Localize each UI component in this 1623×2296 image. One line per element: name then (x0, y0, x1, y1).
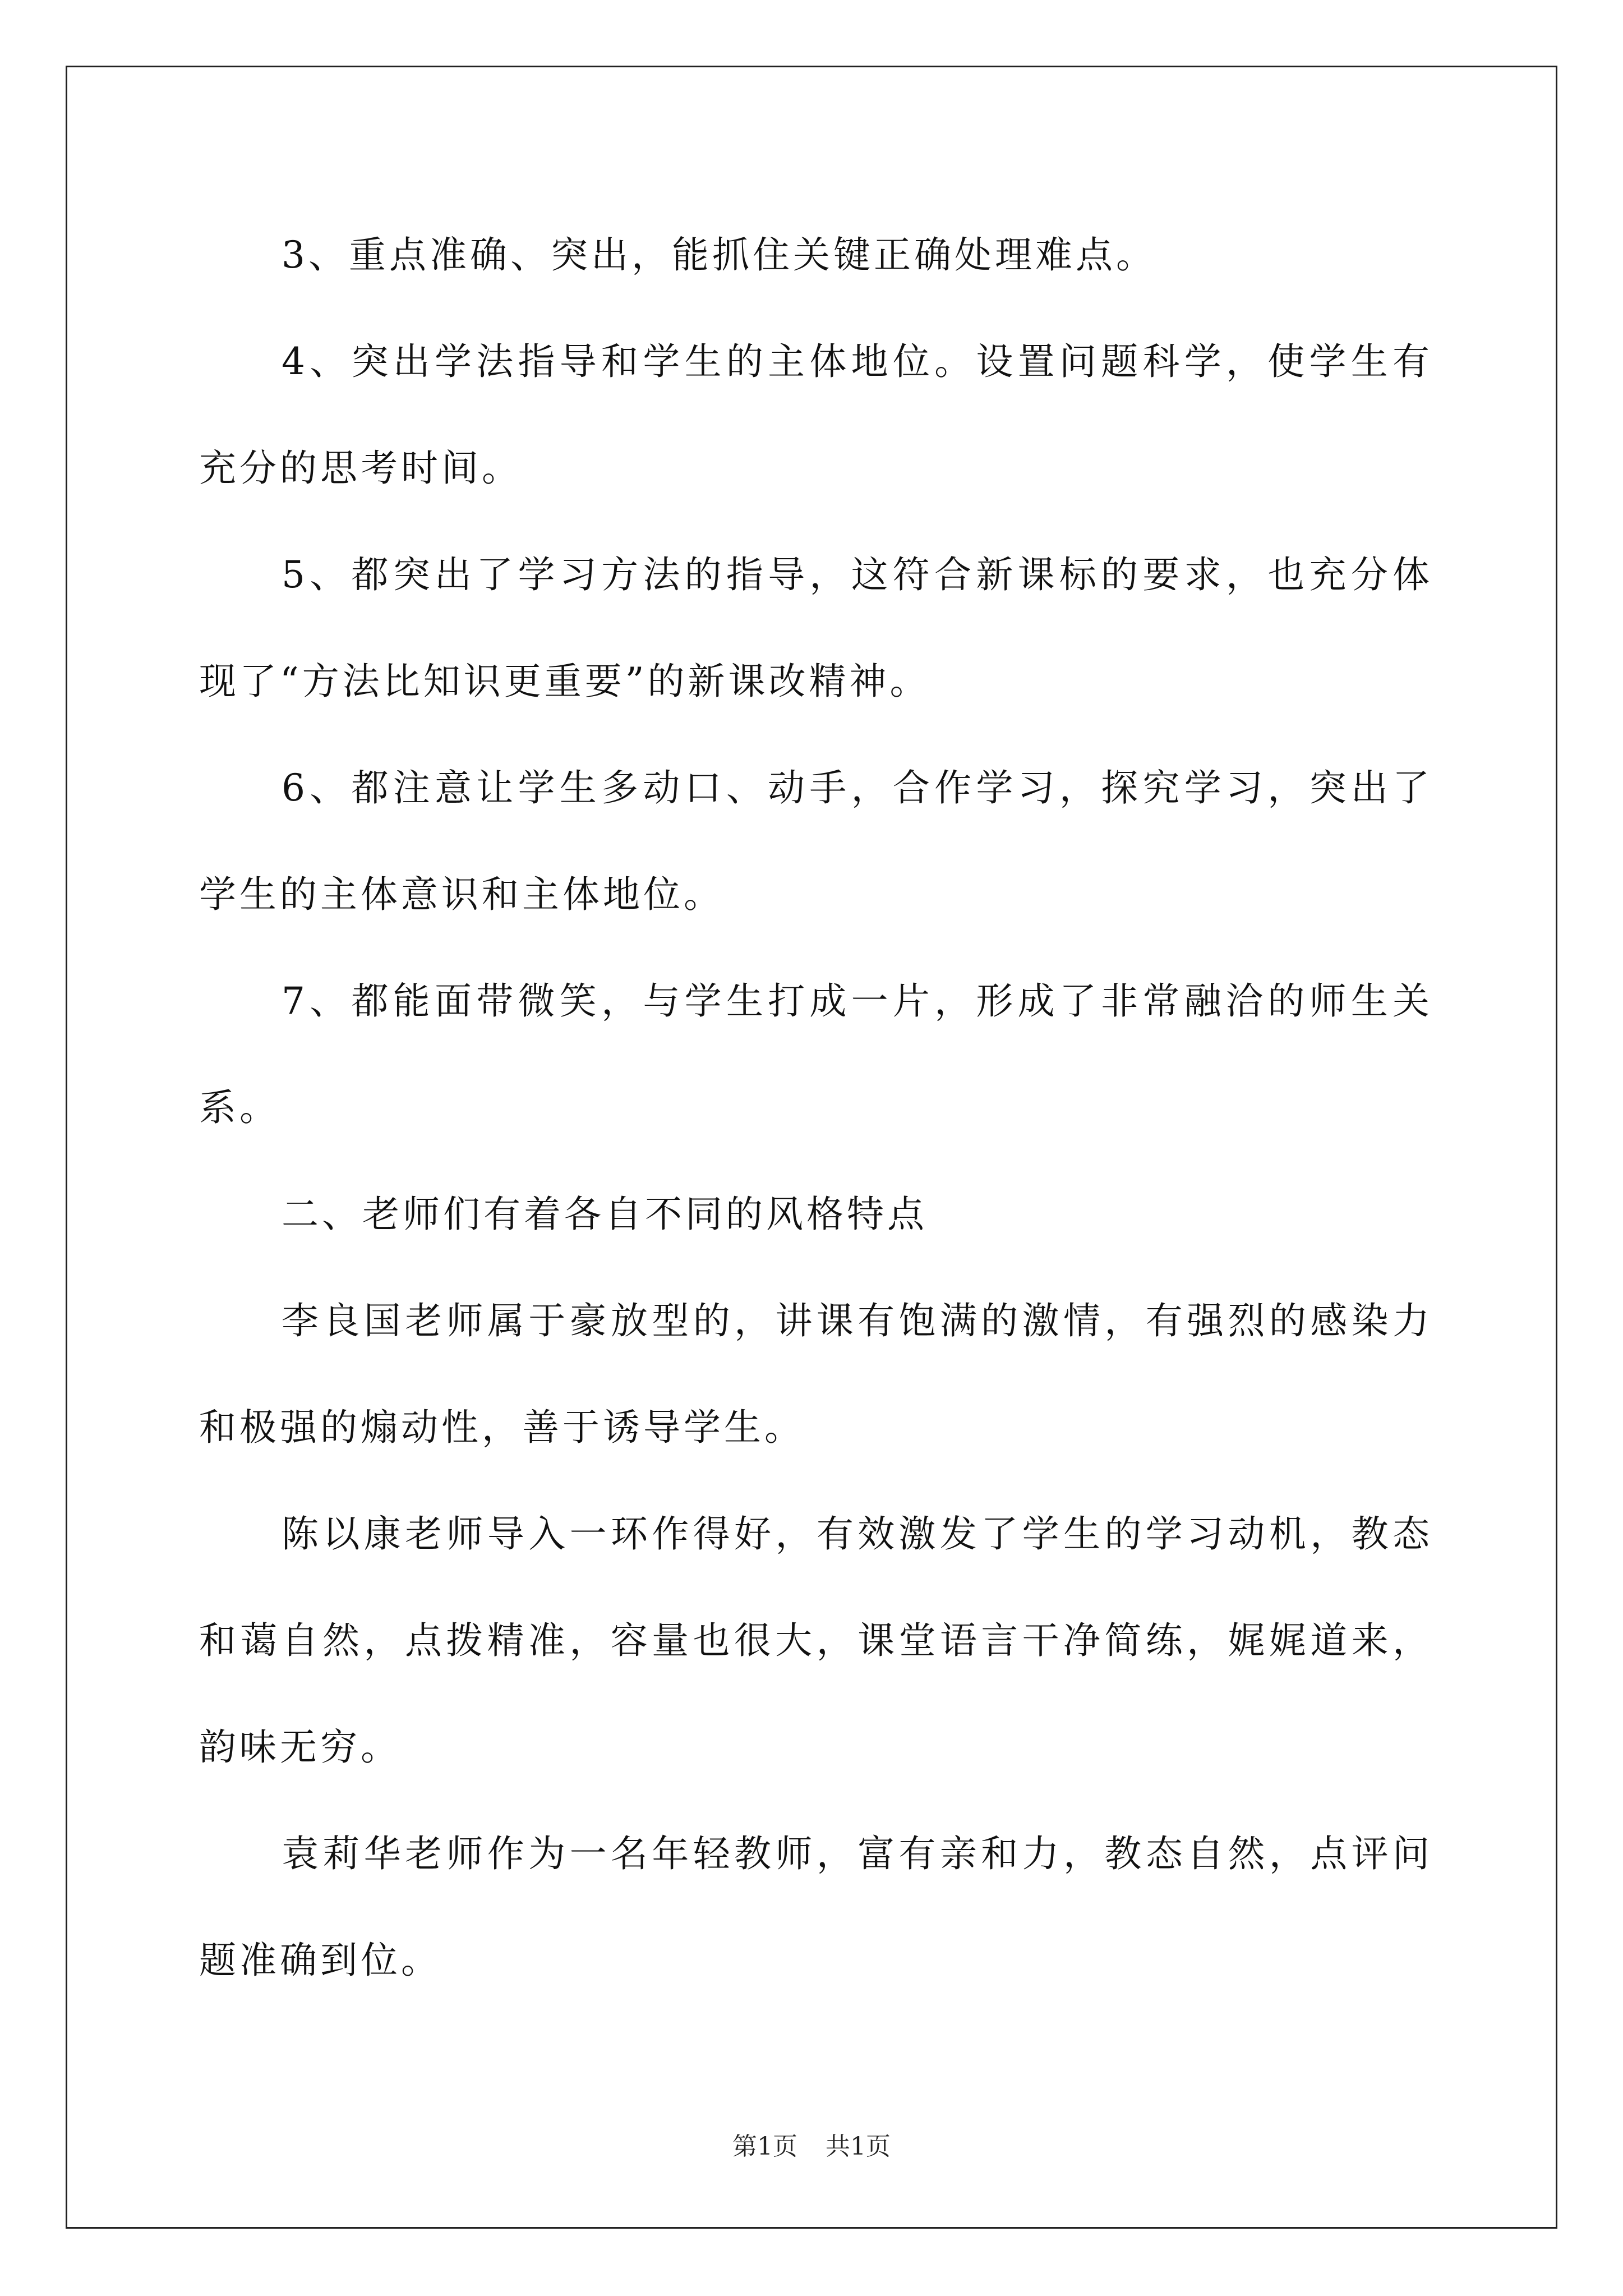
page-footer (0, 2126, 1623, 2162)
page-number-total: 共1页 (826, 2132, 891, 2161)
paragraph-6: 李良国老师属于豪放型的，讲课有饱满的激情，有强烈的感染力和极强的煽动性，善于诱导学生。 (199, 1299, 1433, 1449)
page-number-current: 第1页 (732, 2132, 797, 2161)
paragraph-8: 袁莉华老师作为一名年轻教师，富有亲和力，教态自然，点评问题准确到位。 (199, 1832, 1433, 1982)
document-body (199, 202, 1433, 2014)
paragraph-1: 3、重点准确、突出，能抓住关键正确处理难点。 (282, 233, 1156, 277)
paragraph-2: 4、突出学法指导和学生的主体地位。设置问题科学，使学生有充分的思考时间。 (199, 340, 1433, 490)
section-heading: 二、老师们有着各自不同的风格特点 (282, 1193, 928, 1236)
paragraph-3: 5、都突出了学习方法的指导，这符合新课标的要求，也充分体现了“方法比知识更重要”的新课改精神。 (199, 553, 1433, 703)
paragraph-7: 陈以康老师导入一环作得好，有效激发了学生的学习动机，教态和蔼自然，点拨精准，容量也很大，课堂语言干净简练，娓娓道来，韵味无穷。 (199, 1512, 1433, 1769)
paragraph-4: 6、都注意让学生多动口、动手，合作学习，探究学习，突出了学生的主体意识和主体地位。 (199, 766, 1433, 916)
paragraph-5: 7、都能面带微笑，与学生打成一片，形成了非常融洽的师生关系。 (199, 979, 1433, 1129)
